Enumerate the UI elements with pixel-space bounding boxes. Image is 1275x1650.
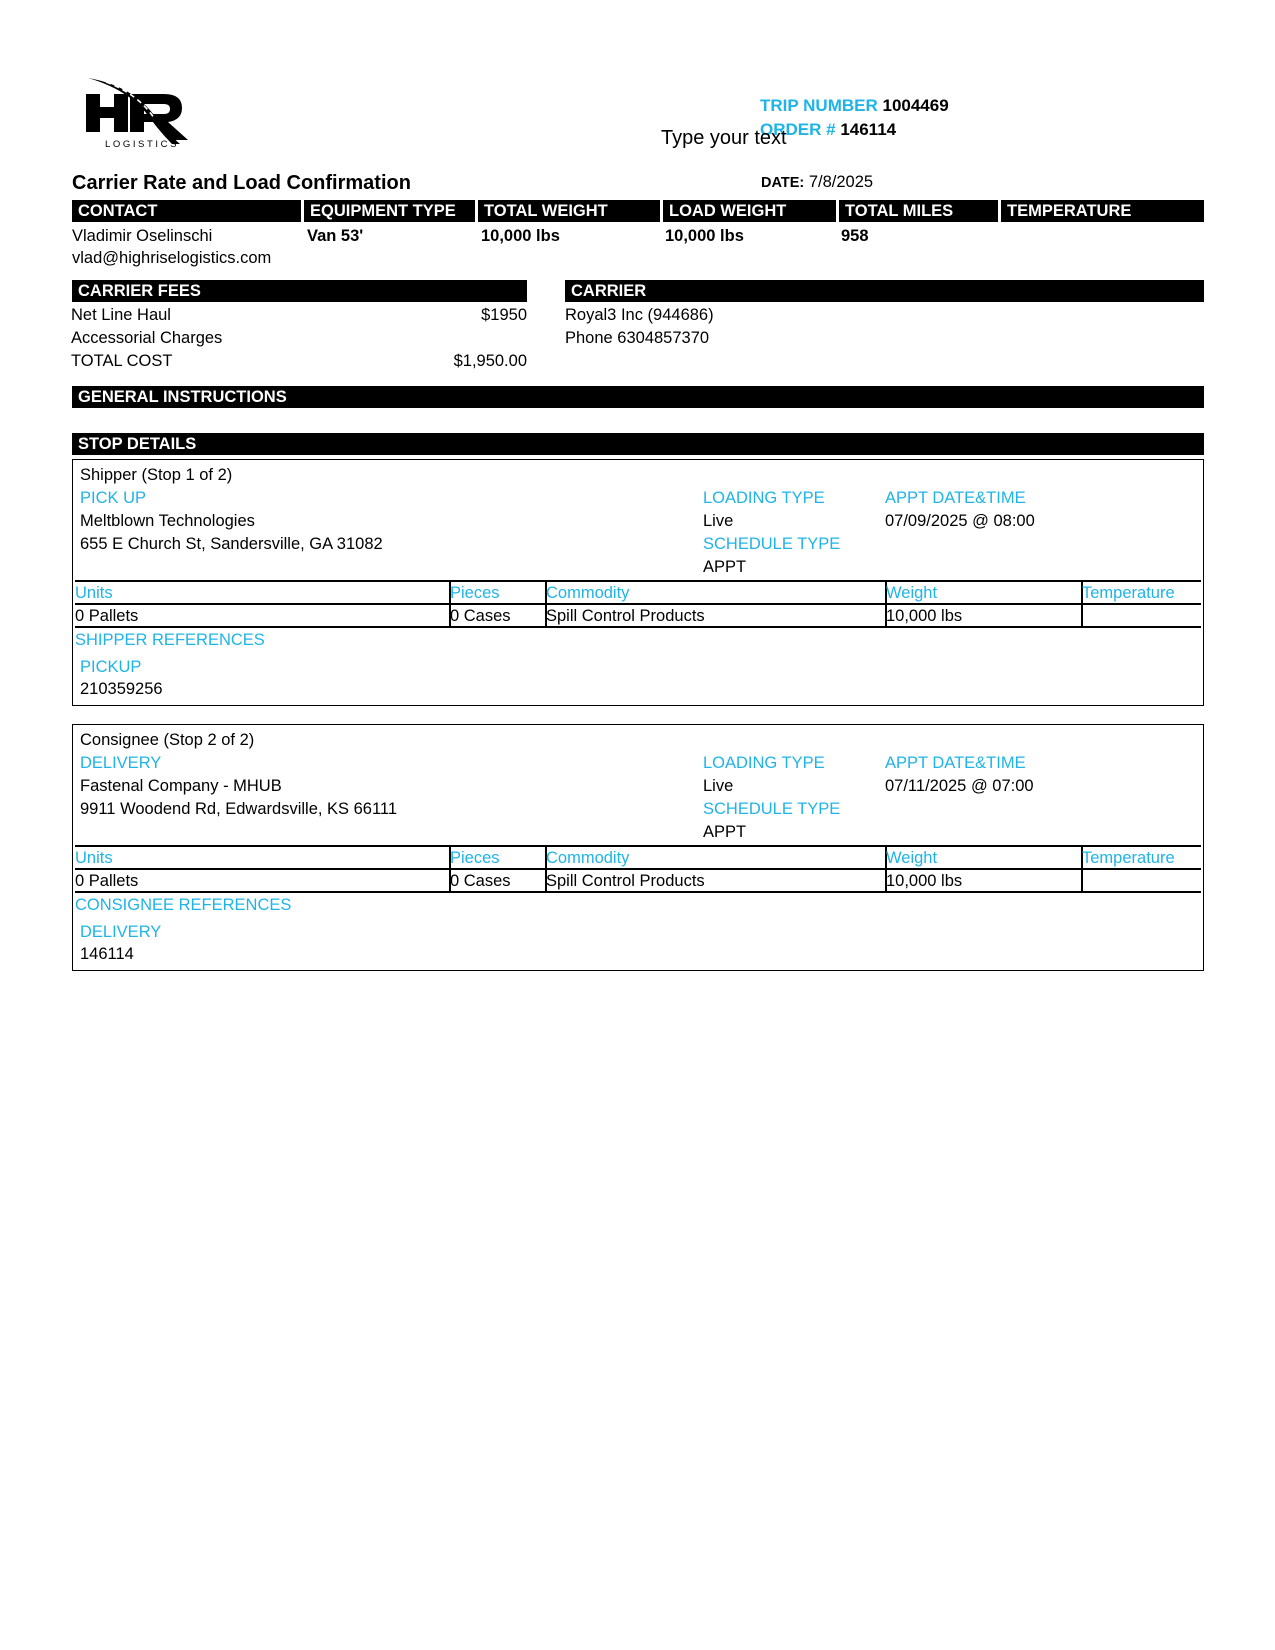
table-rule xyxy=(75,626,1201,628)
cell-units: 0 Pallets xyxy=(75,872,139,890)
logo-wordmark: LOGISTICS xyxy=(104,139,180,150)
summary-header-total-weight: TOTAL WEIGHT xyxy=(478,200,660,222)
table-rule xyxy=(75,603,1201,605)
table-rule xyxy=(75,845,1201,847)
col-header-pieces: Pieces xyxy=(450,849,500,867)
reference-value: 146114 xyxy=(80,945,134,963)
cell-weight: 10,000 lbs xyxy=(886,607,963,625)
document-date xyxy=(761,172,873,193)
trip-number-value: 1004469 xyxy=(882,96,949,115)
stop-type-label: DELIVERY xyxy=(80,754,162,772)
stop-address: 655 E Church St, Sandersville, GA 31082 xyxy=(80,535,383,553)
summary-header-load-weight: LOAD WEIGHT xyxy=(663,200,836,222)
col-header-weight: Weight xyxy=(886,584,938,602)
total-weight-value: 10,000 lbs xyxy=(481,227,560,245)
stop-company: Meltblown Technologies xyxy=(80,512,255,530)
stop-details-heading: STOP DETAILS xyxy=(72,433,1204,455)
stop-company: Fastenal Company - MHUB xyxy=(80,777,282,795)
col-header-pieces: Pieces xyxy=(450,584,500,602)
col-header-units: Units xyxy=(75,584,113,602)
carrier-phone: Phone 6304857370 xyxy=(565,329,710,347)
company-logo xyxy=(84,74,200,156)
carrier-fees-heading: CARRIER FEES xyxy=(72,280,527,302)
col-header-temperature: Temperature xyxy=(1082,584,1175,602)
trip-number xyxy=(760,96,949,116)
stop-type-label: PICK UP xyxy=(80,489,147,507)
fee-label-accessorial: Accessorial Charges xyxy=(71,329,223,347)
appt-label: APPT DATE&TIME xyxy=(885,754,1026,772)
summary-header-temperature: TEMPERATURE xyxy=(1001,200,1204,222)
table-rule xyxy=(75,868,1201,870)
stop-title: Shipper (Stop 1 of 2) xyxy=(80,466,233,484)
stop-address: 9911 Woodend Rd, Edwardsville, KS 66111 xyxy=(80,800,398,818)
cell-units: 0 Pallets xyxy=(75,607,139,625)
fee-value-total: $1,950.00 xyxy=(453,352,527,370)
cell-weight: 10,000 lbs xyxy=(886,872,963,890)
appt-value: 07/11/2025 @ 07:00 xyxy=(885,777,1034,795)
summary-header-total-miles: TOTAL MILES xyxy=(839,200,998,222)
appt-value: 07/09/2025 @ 08:00 xyxy=(885,512,1035,530)
references-label: SHIPPER REFERENCES xyxy=(75,631,265,649)
loading-type-label: LOADING TYPE xyxy=(703,754,825,772)
fee-label-line-haul: Net Line Haul xyxy=(71,306,171,324)
cell-pieces: 0 Cases xyxy=(450,607,511,625)
col-header-commodity: Commodity xyxy=(546,584,630,602)
cell-commodity: Spill Control Products xyxy=(546,872,705,890)
col-header-weight: Weight xyxy=(886,849,938,867)
cell-commodity: Spill Control Products xyxy=(546,607,705,625)
fee-label-total: TOTAL COST xyxy=(71,352,173,370)
fee-value-line-haul: $1950 xyxy=(481,306,527,324)
contact-email[interactable]: vlad@highriselogistics.com xyxy=(72,249,272,267)
cell-pieces: 0 Cases xyxy=(450,872,511,890)
carrier-heading: CARRIER xyxy=(565,280,1204,302)
schedule-type-label: SCHEDULE TYPE xyxy=(703,800,841,818)
table-rule xyxy=(75,580,1201,582)
contact-name: Vladimir Oselinschi xyxy=(72,227,213,245)
reference-type: DELIVERY xyxy=(80,923,162,941)
col-header-temperature: Temperature xyxy=(1082,849,1175,867)
schedule-type-label: SCHEDULE TYPE xyxy=(703,535,841,553)
carrier-name: Royal3 Inc (944686) xyxy=(565,306,714,324)
schedule-type-value: APPT xyxy=(703,558,747,576)
appt-label: APPT DATE&TIME xyxy=(885,489,1026,507)
col-header-units: Units xyxy=(75,849,113,867)
stop-card-shipper xyxy=(72,459,1204,706)
date-label: DATE: xyxy=(761,175,805,191)
reference-value: 210359256 xyxy=(80,680,163,698)
page-title: Carrier Rate and Load Confirmation xyxy=(72,172,411,194)
summary-header-contact: CONTACT xyxy=(72,200,301,222)
loading-type-value: Live xyxy=(703,512,734,530)
loading-type-value: Live xyxy=(703,777,734,795)
stop-card-consignee xyxy=(72,724,1204,971)
trip-number-label: TRIP NUMBER xyxy=(760,96,878,115)
table-rule xyxy=(75,891,1201,893)
equipment-type-value: Van 53' xyxy=(307,227,364,245)
general-instructions-heading: GENERAL INSTRUCTIONS xyxy=(72,386,1204,408)
stop-title: Consignee (Stop 2 of 2) xyxy=(80,731,255,749)
summary-header-equipment: EQUIPMENT TYPE xyxy=(304,200,475,222)
placeholder-text-box[interactable]: Type your text xyxy=(661,127,787,149)
references-label: CONSIGNEE REFERENCES xyxy=(75,896,292,914)
order-number-value: 146114 xyxy=(840,120,897,139)
reference-type: PICKUP xyxy=(80,658,142,676)
date-value: 7/8/2025 xyxy=(808,173,874,191)
col-header-commodity: Commodity xyxy=(546,849,630,867)
total-miles-value: 958 xyxy=(841,227,869,245)
load-weight-value: 10,000 lbs xyxy=(665,227,744,245)
order-number-label: ORDER # xyxy=(760,120,836,139)
loading-type-label: LOADING TYPE xyxy=(703,489,825,507)
schedule-type-value: APPT xyxy=(703,823,747,841)
